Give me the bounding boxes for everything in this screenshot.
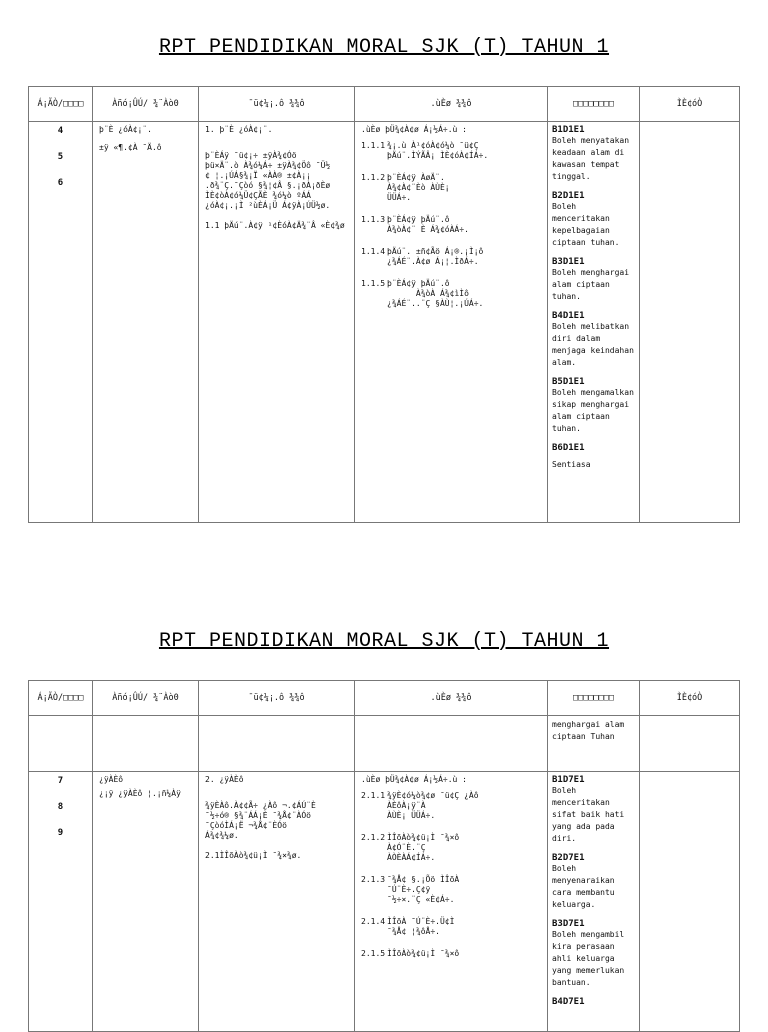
- content-heading: 1. þ¨È ¿óÀ¢¡¨.: [205, 125, 273, 134]
- performance-description: Boleh menyatakan keadaan alam di kawasan tempat tinggal.: [552, 136, 630, 181]
- notes-cell: [640, 122, 740, 523]
- notes-cell: [640, 772, 740, 1032]
- header-topic: Àñó¡ÛÚ/ ¾¨Àò0: [93, 87, 199, 122]
- standard-code: 1.1.4: [361, 247, 386, 256]
- standard-code: 1.1.5: [361, 279, 386, 288]
- standard-code: 1.1.3: [361, 215, 386, 224]
- content-standard-cell: [199, 716, 355, 772]
- performance-standard-cell: [548, 772, 640, 1032]
- standard-code: 1.1.1: [361, 141, 386, 150]
- standard-text: þ¨ÈÁ¢ÿ ÀøÄ¨. À¾¢À¢¨Èò ÀÙÈ¡ ÜÜÁ÷.: [387, 173, 450, 202]
- week-number: 8: [57, 802, 64, 812]
- week-number: 6: [57, 178, 64, 188]
- standard-text: ÌÎõÀò¾¢ü¡Ì ¯¾×ô À¢Ó¨È.¨Ç ÀÒÈÀÁ¢ÍÁ÷.: [387, 833, 460, 862]
- week-number: 9: [57, 828, 64, 838]
- notes-cell: [640, 716, 740, 772]
- header-content-standard: ¯ü¢¼¡.ô ¾¾ô: [199, 87, 355, 122]
- performance-description: Boleh melibatkan diri dalam menjaga keindahan alam.: [552, 322, 634, 367]
- week-cell: [29, 772, 93, 1032]
- learning-standard-item: [361, 279, 542, 309]
- content-heading: 2. ¿ÿÀÈô: [205, 775, 244, 784]
- header-performance-standard: □□□□□□□□: [548, 87, 640, 122]
- week-number: 7: [57, 776, 64, 786]
- topic-line: ¿¡ÿ ¿ÿÀÈô ¦.¡ñ¼Àÿ: [99, 789, 181, 798]
- performance-code: B3D7E1: [552, 919, 585, 929]
- performance-description: Boleh menceritakan kepelbagaian ciptaan tuhan.: [552, 202, 620, 247]
- header-week: Á¡ÃÒ/□□□□: [29, 87, 93, 122]
- topic-line: ¿ÿÀÈô: [99, 775, 124, 784]
- page-title: RPT PENDIDIKAN MORAL SJK (T) TAHUN 1: [158, 630, 610, 653]
- table-row: [29, 122, 740, 523]
- week-cell: [29, 122, 93, 523]
- standard-code: 2.1.3: [361, 875, 386, 884]
- learning-standard-item: [361, 247, 542, 267]
- standard-text: ÌÎõÀ ¯Ú¨È÷.Ü¢Ì ¯¾Å¢ ¦¾ôÅ÷.: [387, 917, 455, 936]
- standard-code: 2.1.5: [361, 949, 386, 958]
- header-notes: ÌÈ¢óÒ: [640, 681, 740, 716]
- performance-description: Boleh menyenaraikan cara membantu keluarga.: [552, 864, 615, 909]
- performance-code: B4D1E1: [552, 311, 585, 321]
- topic-cell: [93, 716, 199, 772]
- header-learning-standard: .ùÈø ¾¾ô: [355, 87, 548, 122]
- standard-text: þ¨ÈÁ¢ÿ þÄú¨.ô À¾òÀ¢¨ È Á¾¢óÀÁ÷.: [387, 215, 469, 234]
- header-topic: Àñó¡ÛÚ/ ¾¨Àò0: [93, 681, 199, 716]
- learning-standard-item: [361, 833, 542, 863]
- page-title: RPT PENDIDIKAN MORAL SJK (T) TAHUN 1: [158, 36, 610, 59]
- table-row: [29, 772, 740, 1032]
- standard-code: 2.1.1: [361, 791, 386, 800]
- content-standard-cell: [199, 122, 355, 523]
- performance-description: Boleh menghargai alam ciptaan tuhan.: [552, 268, 630, 301]
- topic-line: ±ÿ «¶.¢À ¯Ä.ô: [99, 143, 162, 152]
- learning-standard-item: [361, 917, 542, 937]
- topic-line: þ¨È ¿óÀ¢¡¨.: [99, 125, 152, 134]
- performance-code: B4D7E1: [552, 997, 585, 1007]
- table-row: [29, 716, 740, 772]
- standard-code: 1.1.2: [361, 173, 386, 182]
- performance-description: Boleh mengambil kira perasaan ahli keluarga yang memerlukan bantuan.: [552, 930, 625, 987]
- learning-standard-item: [361, 791, 542, 821]
- learning-standard-heading: .ùÈø þÜ¾¢À¢ø Á¡½Á÷.ù :: [361, 125, 467, 134]
- content-standard-cell: [199, 772, 355, 1032]
- header-week: Á¡ÃÒ/□□□□: [29, 681, 93, 716]
- learning-standard-cell: [355, 122, 548, 523]
- topic-cell: [93, 772, 199, 1032]
- content-paragraph: þ¨ÈÁÿ ¯ü¢¡÷ ±ÿÀ¾¢Óö þü×Ä¨.ò À¾ó¼Á÷ ±ÿÀ¾¢Öô ¯Ü½ ¢ ¦.¡ÚÁ§¾¡Ï «ÀÀ® ±¢À¡¡ .ð¾¨Ç.¯Çòó §¾¦¢Â §.¡ðÀ¡ðÈø ÌÈ¢òÀ¢ó¼Ü¢ÇÃÈ ¾ó¼ò ºÁÁ ¿óÀ¢¡.¡Ì ²ùÈÁ¡Ü Á¢ÿÀ¡ÚÜ½ø.: [205, 151, 331, 210]
- performance-description: Sentiasa: [552, 460, 591, 469]
- performance-code: B6D1E1: [552, 443, 585, 453]
- standard-text: ¯¾Å¢ §.¡Õö ÌÎõÀ ¯Ú¨È÷.Ç¢ÿ ¯½÷×.¨Ç «È¢Á÷.: [387, 875, 460, 904]
- learning-standard-item: [361, 141, 542, 161]
- performance-code: B2D1E1: [552, 191, 585, 201]
- topic-cell: [93, 122, 199, 523]
- performance-code: B2D7E1: [552, 853, 585, 863]
- learning-standard-heading: .ùÈø þÜ¾¢À¢ø Á¡½Á÷.ù :: [361, 775, 467, 784]
- standard-code: 2.1.4: [361, 917, 386, 926]
- header-notes: ÌÈ¢óÒ: [640, 87, 740, 122]
- learning-standard-item: [361, 173, 542, 203]
- content-paragraph: ¾ÿÈÀô.À¢¢Ã÷ ¿Àô ¬.¢ÁÚ¨È ¯½÷ó® §¾¨ÁÁ¡È ¯¾Å¢¨ÀÓö ¯ÇòóÌÁ¡Ë ¬¾Å¢¨ÈÓö Á¾¢¾¼ø.: [205, 801, 316, 840]
- learning-standard-item: [361, 949, 542, 959]
- learning-standard-item: [361, 875, 542, 905]
- table-header-row: [29, 87, 740, 122]
- rpt-table: [28, 86, 740, 523]
- content-subheading: 1.1 þÄú¨.À¢ÿ ¹¢ÈóÀ¢Ä¾¨Â «È¢¾ø: [205, 221, 345, 230]
- performance-description: menghargai alam ciptaan Tuhan: [552, 720, 625, 741]
- header-learning-standard: .ùÈø ¾¾ô: [355, 681, 548, 716]
- rpt-table: [28, 680, 740, 1032]
- standard-text: ÌÎõÀò¾¢ü¡Ì ¯¾×ô: [387, 949, 460, 958]
- performance-standard-cell: [548, 122, 640, 523]
- performance-standard-cell: [548, 716, 640, 772]
- performance-code: B5D1E1: [552, 377, 585, 387]
- performance-code: B3D1E1: [552, 257, 585, 267]
- learning-standard-item: [361, 215, 542, 235]
- standard-text: þ¨ÈÁ¢ÿ þÄú¨.ô À¾òÀ Á¾¢ìÌô ¿¾ÁÉ¨..¨Ç §ÀÙ¦.¡ÚÁ÷.: [387, 279, 484, 308]
- performance-code: B1D1E1: [552, 125, 585, 135]
- standard-code: 2.1.2: [361, 833, 386, 842]
- week-cell: [29, 716, 93, 772]
- week-number: 5: [57, 152, 64, 162]
- header-content-standard: ¯ü¢¼¡.ô ¾¾ô: [199, 681, 355, 716]
- standard-text: ¾ÿÈ¢ó¼ò¾¢ø ¯ü¢Ç ¿Àô ÀÈôÀ¡ÿ¨À ÀÙÈ¡ ÜÜÁ÷.: [387, 791, 479, 820]
- header-performance-standard: □□□□□□□□: [548, 681, 640, 716]
- table-header-row: [29, 681, 740, 716]
- learning-standard-cell: [355, 772, 548, 1032]
- performance-description: Boleh menceritakan sifat baik hati yang ada pada diri.: [552, 786, 625, 843]
- standard-text: þÄú¨. ±ñ¢Ãö Á¡®.¡Ì¡ô ¿¾ÁÉ¨.À¢ø Á¡¦.ÌðÁ÷.: [387, 247, 484, 266]
- performance-code: B1D7E1: [552, 775, 585, 785]
- content-subheading: 2.1ÌÎõÀò¾¢ü¡Ì ¯¾×¾ø.: [205, 851, 302, 860]
- performance-description: Boleh mengamalkan sikap menghargai alam ciptaan tuhan.: [552, 388, 634, 433]
- learning-standard-cell: [355, 716, 548, 772]
- standard-text: ¾¡.ù À¹¢óÀ¢ó¼ò ¯ü¢Ç þÄú¨.ÌÝÃÂ¡ ÌÈ¢óÀ¢ÍÁ÷.: [387, 141, 489, 160]
- week-number: 4: [57, 126, 64, 136]
